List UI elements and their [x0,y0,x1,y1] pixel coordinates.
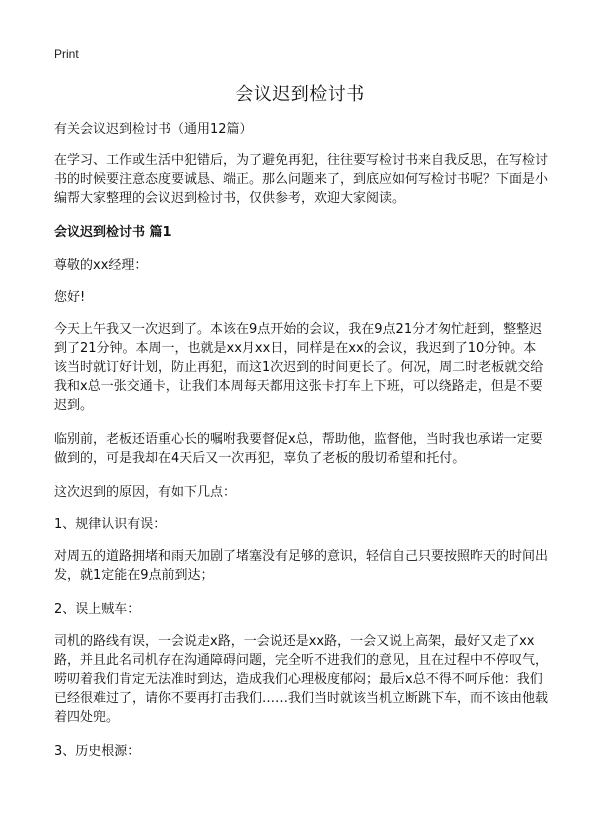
salutation: 您好! [54,290,86,305]
section-heading: 会议迟到检讨书 篇1 [54,225,172,240]
document-subtitle: 有关会议迟到检讨书（通用12篇） [54,122,253,137]
reason-2-title: 2、误上贼车： [54,602,141,617]
reasons-intro: 这次迟到的原因，有如下几点： [54,485,237,500]
body-paragraph-2: 临别前，老板还语重心长的嘱咐我要督促x总，帮助他，监督他，当时我也承诺一定要做到的，可是我却在4天后又一次再犯，辜负了老板的殷切希望和托付。 [54,432,543,466]
greeting: 尊敬的xx经理： [54,258,148,273]
page-title: 会议迟到检讨书 [235,84,365,105]
print-link[interactable]: Print [54,47,79,61]
intro-paragraph: 在学习、工作或生活中犯错后，为了避免再犯，往往要写检讨书来自我反思，在写检讨书的时候要注意态度要诚恳、端正。那么问题来了，到底应如何写检讨书呢？下面是小编帮大家整理的会议迟到检讨书，仅供参考，欢迎大家阅读。 [54,153,549,206]
reason-3-title: 3、历史根源： [54,744,141,759]
body-paragraph-1: 今天上午我又一次迟到了。本该在9点开始的会议，我在9点21分才匆忙赶到，整整迟到了21分钟。本周一，也就是xx月xx日，同样是在xx的会议，我迟到了10分钟。本该当时就订好计划，防止再犯，而这1次迟到的时间更长了。何况，周二时老板就交给我和x总一张交通卡，让我们本周每天都用这张卡打车上下班，可以绕路走，但是不要迟到。 [54,322,544,413]
reason-1-title: 1、规律认识有误： [54,517,167,532]
reason-2-text: 司机的路线有误，一会说走x路，一会说还是xx路，一会又说上高架，最好又走了xx路，并且此名司机存在沟通障碍问题，完全听不进我们的意见，且在过程中不停叹气，唠叨着我们肯定无法准时到达，造成我们心理极度郁闷；最后x总不得不呵斥他：我们已经很难过了，请你不要再打击我们……我们当时就该当机立断跳下车，而不该由他载着四处兜。 [54,634,549,725]
reason-1-text: 对周五的道路拥堵和雨天加剧了堵塞没有足够的意识，轻信自己只要按照昨天的时间出发，就1定能在9点前到达； [54,549,549,583]
document-body [54,120,548,776]
